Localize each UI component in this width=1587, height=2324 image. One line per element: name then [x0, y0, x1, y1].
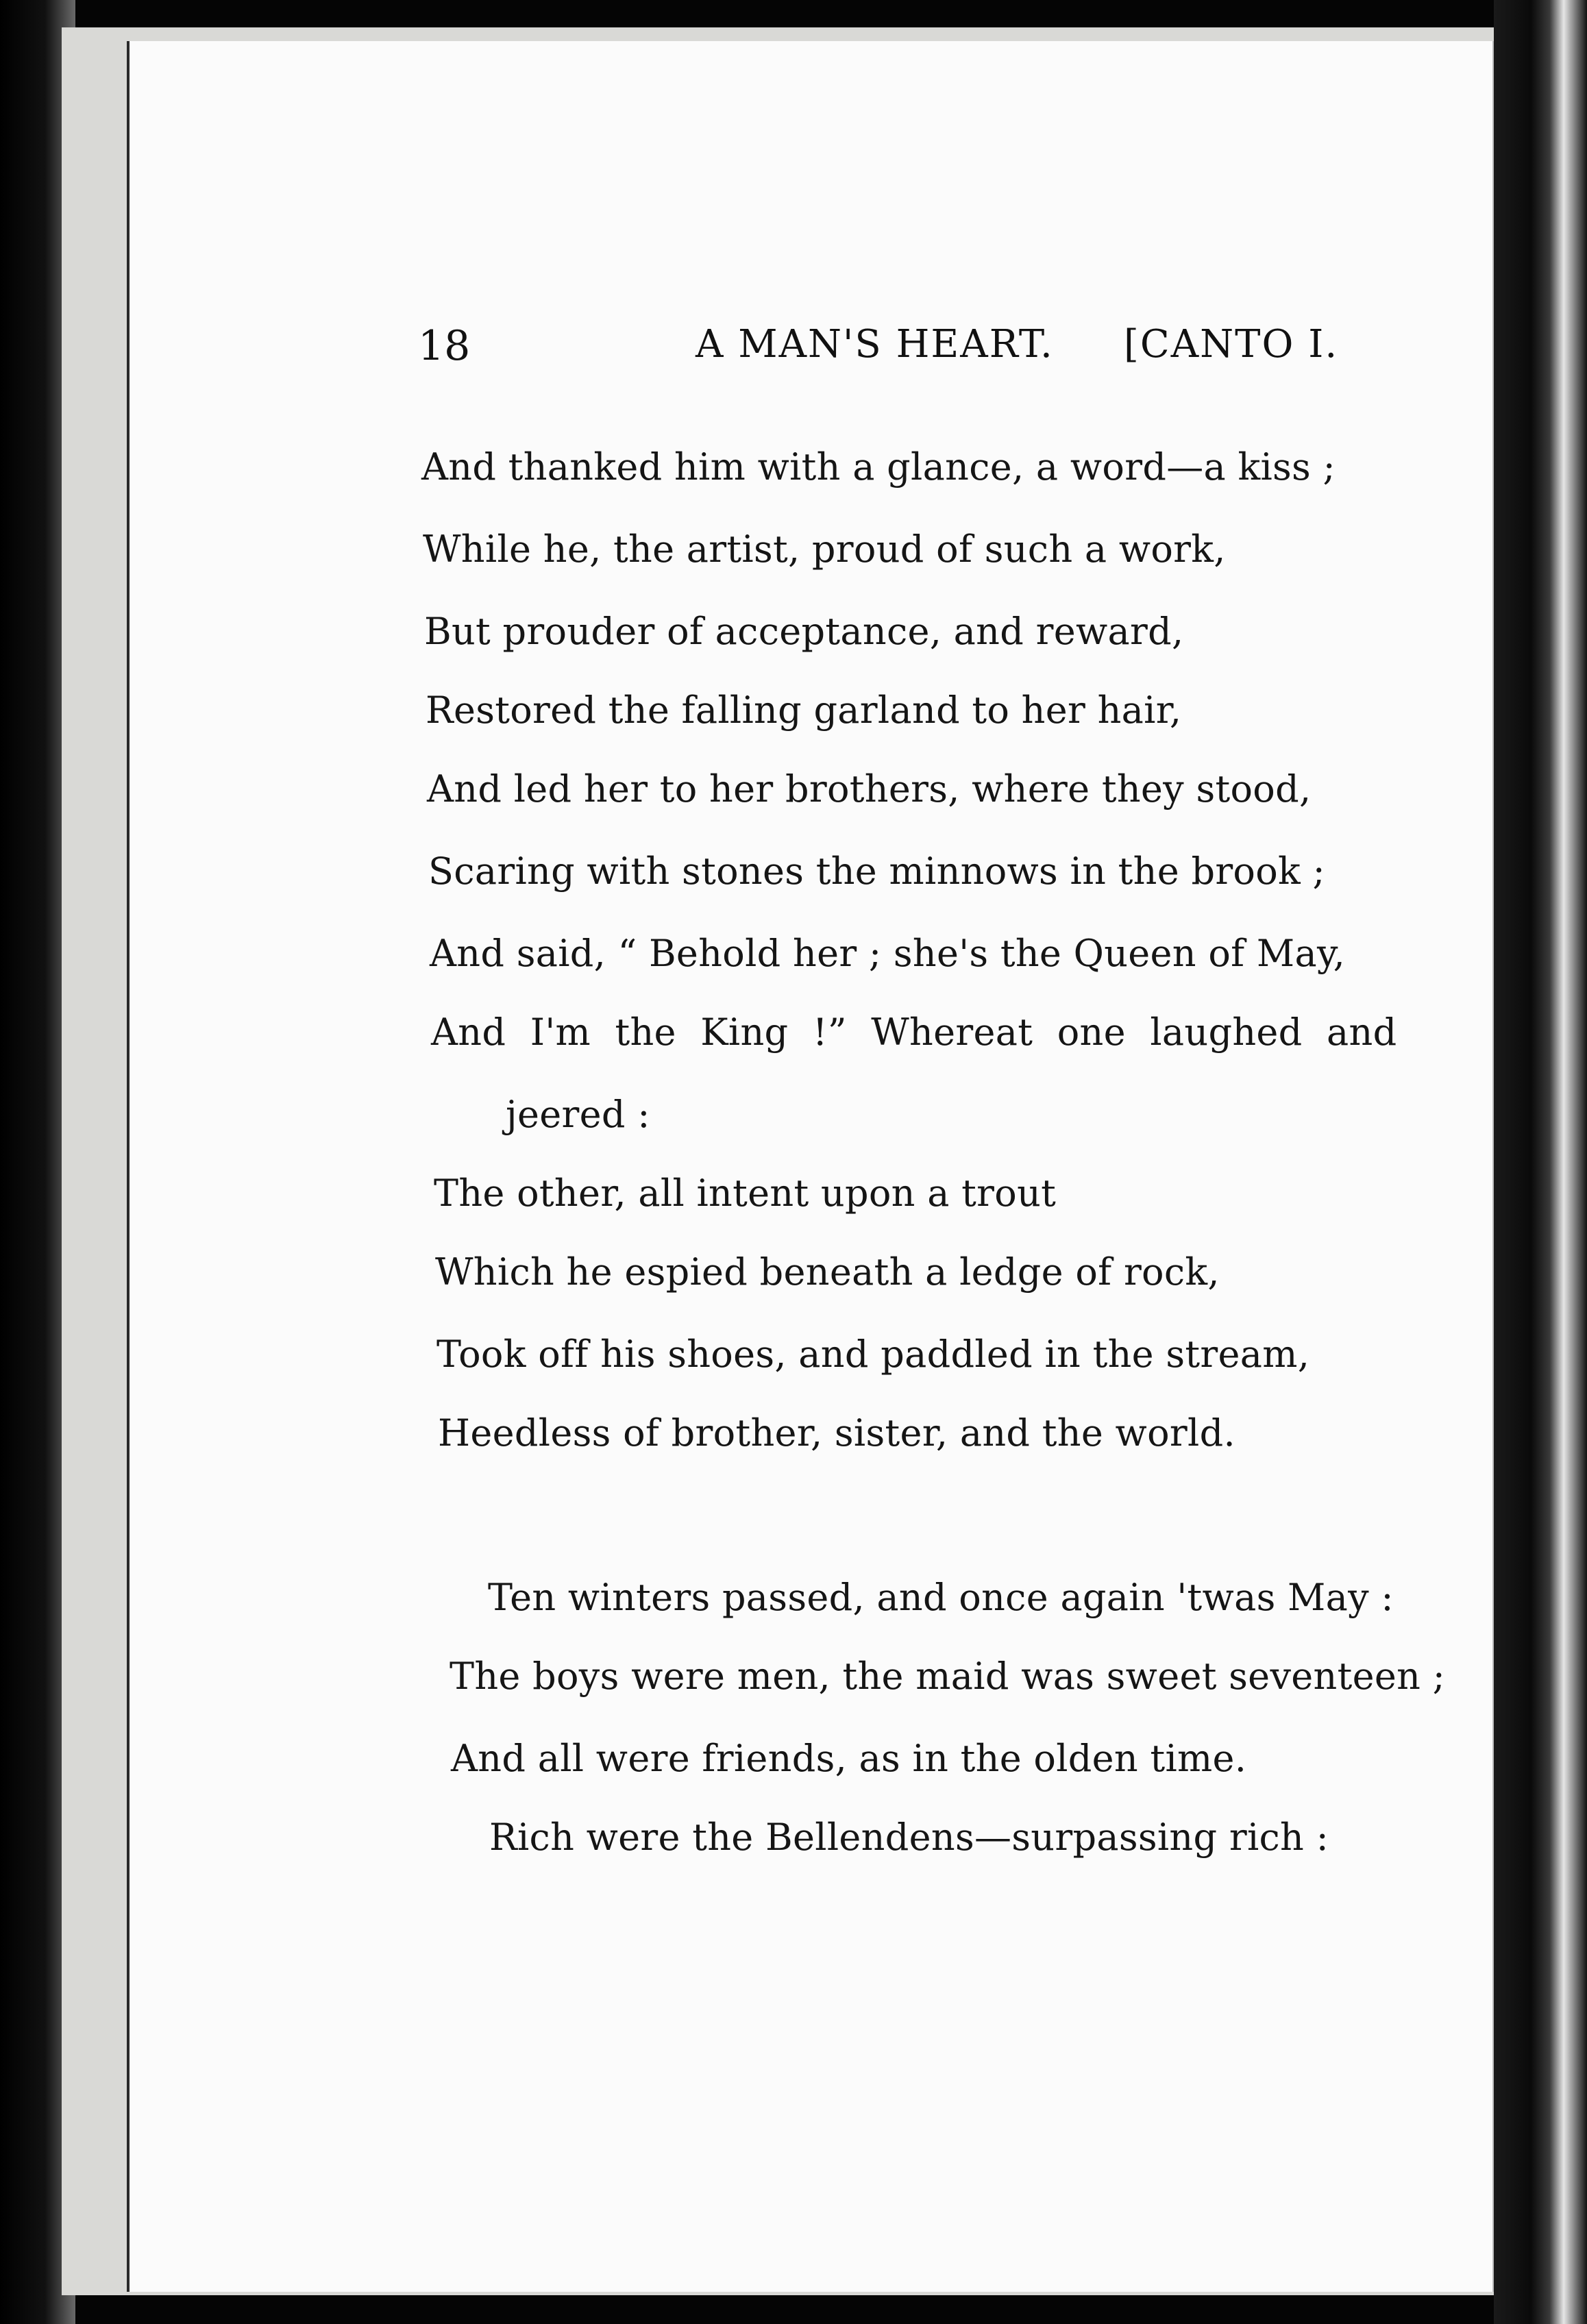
canto-label: [CANTO I.: [1124, 322, 1339, 367]
verse-line: And thanked him with a glance, a word—a kiss ;: [421, 445, 1336, 489]
verse-line: Heedless of brother, sister, and the world.: [438, 1411, 1235, 1455]
verse-line-continuation: jeered :: [506, 1093, 650, 1136]
verse-line: Scaring with stones the minnows in the brook ;: [428, 850, 1326, 893]
running-title: A MAN'S HEART.: [696, 322, 1054, 367]
verse-line: Rich were the Bellendens—surpassing rich :: [489, 1816, 1329, 1859]
verse-line: And led her to her brothers, where they stood,: [427, 767, 1312, 811]
verse-line: And I'm the King !” Whereat one laughed and: [431, 1011, 1397, 1054]
verse-line: Took off his shoes, and paddled in the stream,: [436, 1333, 1310, 1376]
verse-line: While he, the artist, proud of such a work,: [423, 528, 1226, 571]
verse-line: But prouder of acceptance, and reward,: [424, 610, 1184, 653]
verse-line: Restored the falling garland to her hair,: [426, 689, 1182, 732]
verse-line: The other, all intent upon a trout: [434, 1172, 1057, 1215]
verse-line: And all were friends, as in the olden time.: [451, 1737, 1247, 1780]
book-page: [127, 41, 1497, 2292]
book-gutter: [1494, 0, 1587, 2324]
verse-line: And said, “ Behold her ; she's the Queen of May,: [430, 932, 1346, 975]
verse-line: The boys were men, the maid was sweet seventeen ;: [450, 1655, 1446, 1698]
verse-line: Ten winters passed, and once again 'twas May :: [488, 1576, 1394, 1619]
verse-line: Which he espied beneath a ledge of rock,: [435, 1250, 1220, 1294]
page-number: 18: [418, 322, 471, 370]
